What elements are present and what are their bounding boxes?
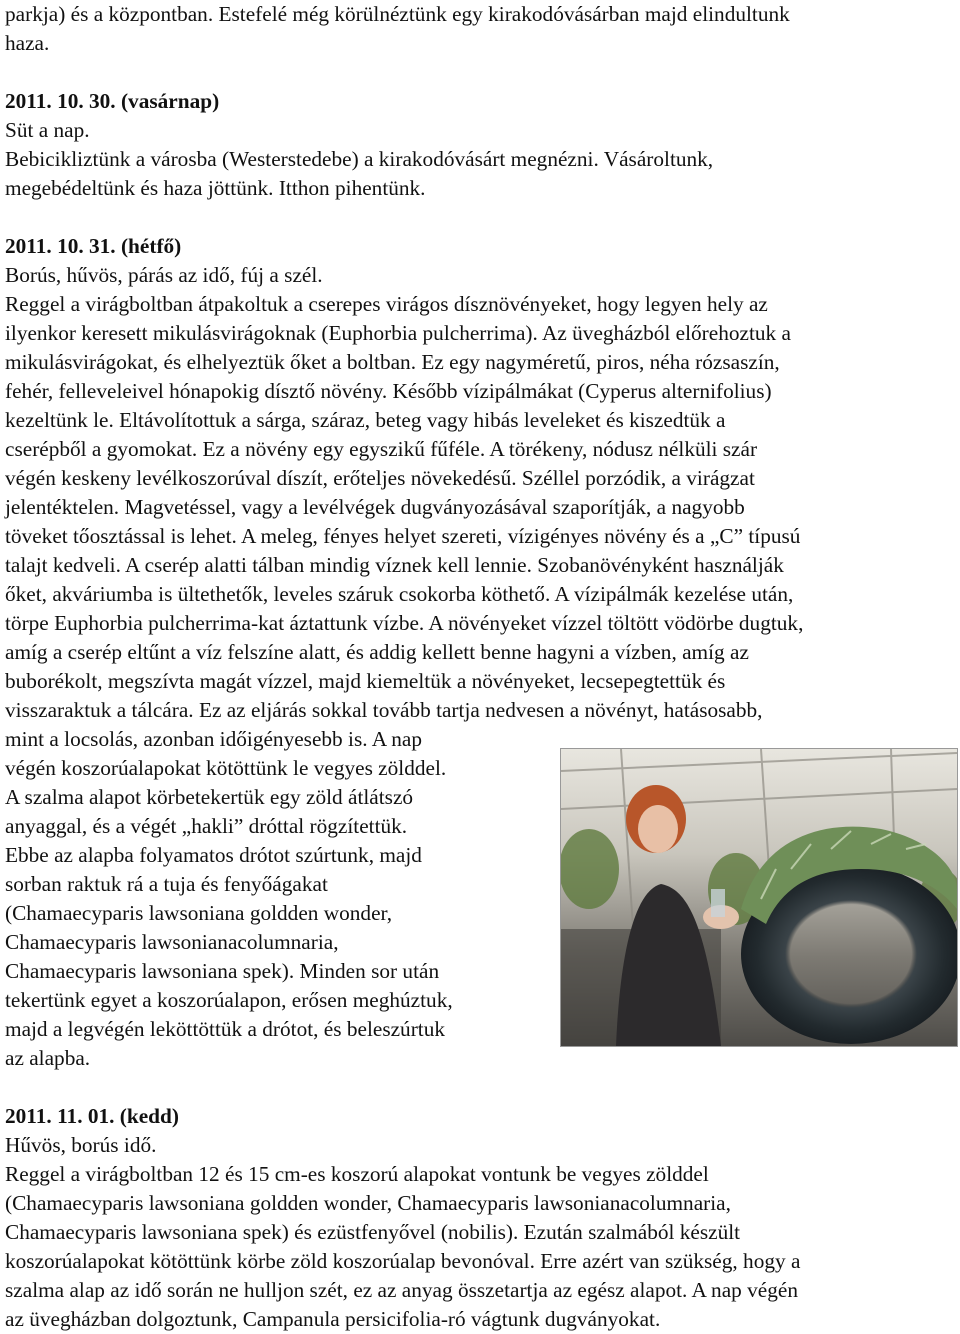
- entry-line: ilyenkor keresett mikulásvirágoknak (Euphorbia pulcherrima). Az üvegházból előrehoztuk a: [5, 321, 791, 345]
- intro-line: haza.: [5, 31, 50, 55]
- entry-line: Bebicikliztünk a városba (Westerstedebe) a kirakodóvásárt megnézni. Vásároltunk,: [5, 147, 714, 171]
- entry-line: Reggel a virágboltban átpakoltuk a cserepes virágos dísznövényeket, hogy legyen hely az: [5, 292, 768, 316]
- entry-line: Ebbe az alapba folyamatos drótot szúrtunk, majd: [5, 843, 422, 867]
- entry-line: majd a legvégén leköttöttük a drótot, és beleszúrtuk: [5, 1017, 446, 1041]
- entry-line: buborékolt, megszívta magát vízzel, majd kiemeltük a növényeket, lecsepegtettük és: [5, 669, 726, 693]
- entry-line: megebédeltünk és haza jöttünk. Itthon pihentünk.: [5, 176, 426, 200]
- entry-line: cserépből a gyomokat. Ez a növény egy egyszikű fűféle. A törékeny, nódusz nélküli szár: [5, 437, 758, 461]
- entry-line: őket, akváriumba is ültethetők, leveles száruk csokorba köthető. A vízipálmák kezelése után,: [5, 582, 794, 606]
- entry-line: szalma alap az idő során ne hulljon szét, ez az anyag összetartja az egész alapot. A nap végén: [5, 1278, 798, 1302]
- document-page: [5, 0, 955, 1334]
- entry-line: törpe Euphorbia pulcherrima-kat áztattunk vízbe. A növényeket vízzel töltött vödörbe dugtuk,: [5, 611, 804, 635]
- wreath-photo: [560, 748, 958, 1047]
- entry-line: anyaggal, és a végét „hakli” dróttal rögzítettük.: [5, 814, 408, 838]
- entry-line: talajt kedveli. A cserép alatti tálban mindig víznek kell lennie. Szobanövényként használják: [5, 553, 784, 577]
- entry-line: az üvegházban dolgoztunk, Campanula persicifolia-ró vágtunk dugványokat.: [5, 1307, 661, 1331]
- entry-line: Süt a nap.: [5, 118, 90, 142]
- intro-line: parkja) és a központban. Estefelé még körülnéztünk egy kirakodóvásárban majd elindultunk: [5, 2, 790, 26]
- entry-line: mikulásvirágokat, és elhelyeztük őket a boltban. Ez egy nagyméretű, piros, néha rózsaszín,: [5, 350, 780, 374]
- entry-line: Hűvös, borús idő.: [5, 1133, 157, 1157]
- entry-line: kezeltünk le. Eltávolítottuk a sárga, száraz, beteg vagy hibás leveleket és kiszedtük a: [5, 408, 726, 432]
- entry-line: amíg a cserép eltűnt a víz felszíne alatt, és addig kellett benne hagyni a vízben, amíg az: [5, 640, 749, 664]
- entry-line: Chamaecyparis lawsoniana spek) és ezüstfenyővel (nobilis). Ezután szalmából készült: [5, 1220, 741, 1244]
- entry-date: 2011. 10. 31. (hétfő): [5, 234, 182, 258]
- entry-line: töveket tőosztással is lehet. A meleg, fényes helyet szereti, vízigényes növény és a „C” típusú: [5, 524, 801, 548]
- entry-line: Chamaecyparis lawsonianacolumnaria,: [5, 930, 339, 954]
- entry-line: jelentéktelen. Magvetéssel, vagy a levélvégek dugványozásával szaporítják, a nagyobb: [5, 495, 745, 519]
- entry-line: Reggel a virágboltban 12 és 15 cm-es koszorú alapokat vontunk be vegyes zölddel: [5, 1162, 709, 1186]
- entry-line: A szalma alapot körbetekertük egy zöld átlátszó: [5, 785, 414, 809]
- entry-date: 2011. 11. 01. (kedd): [5, 1104, 179, 1128]
- entry-line: tekertünk egyet a koszorúalapon, erősen meghúztuk,: [5, 988, 453, 1012]
- entry-line: Borús, hűvös, párás az idő, fúj a szél.: [5, 263, 323, 287]
- entry-line: (Chamaecyparis lawsoniana goldden wonder, Chamaecyparis lawsonianacolumnaria,: [5, 1191, 731, 1215]
- entry-line: az alapba.: [5, 1046, 91, 1070]
- entry-line: visszaraktuk a tálcára. Ez az eljárás sokkal tovább tartja nedvesen a növényt, hatásosabb,: [5, 698, 763, 722]
- entry-line: fehér, felleveleivel hónapokig dísztő növény. Később vízipálmákat (Cyperus alternifolius): [5, 379, 772, 403]
- entry-line: mint a locsolás, azonban időigényesebb is. A nap: [5, 727, 422, 751]
- entry-line: sorban raktuk rá a tuja és fenyőágakat: [5, 872, 328, 896]
- entry-line: koszorúalapokat kötöttünk körbe zöld koszorúalap bevonóval. Erre azért van szükség, hogy a: [5, 1249, 801, 1273]
- entry-line: Chamaecyparis lawsoniana spek). Minden sor után: [5, 959, 440, 983]
- entry-line: végén koszorúalapokat kötöttünk le vegyes zölddel.: [5, 756, 447, 780]
- entry-line: végén keskeny levélkoszorúval díszít, erőteljes növekedésű. Széllel porzódik, a virágzat: [5, 466, 755, 490]
- entry-line: (Chamaecyparis lawsoniana goldden wonder,: [5, 901, 393, 925]
- entry-date: 2011. 10. 30. (vasárnap): [5, 89, 220, 113]
